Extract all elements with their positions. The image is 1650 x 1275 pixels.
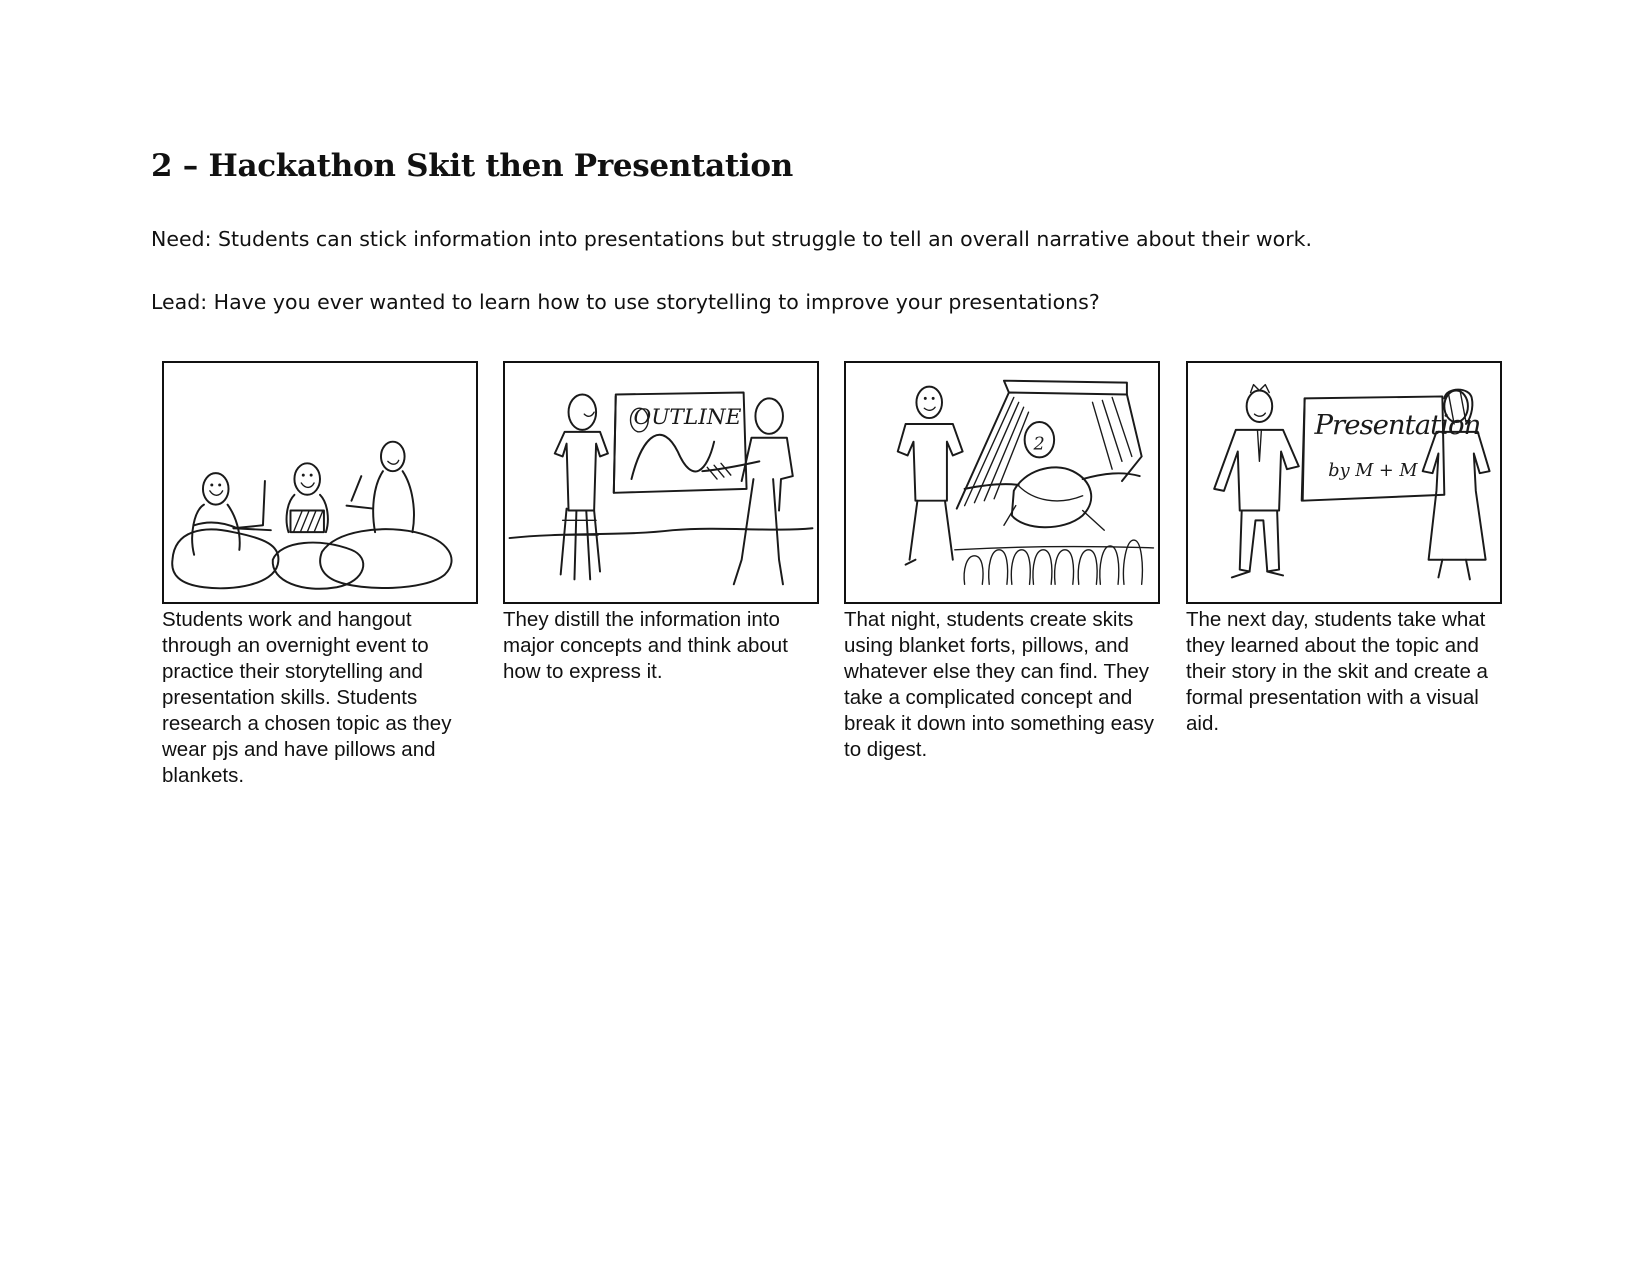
storyboard-frame-1 xyxy=(162,361,478,604)
storyboard-frame-3 xyxy=(844,361,1160,604)
frame-4-caption: The next day, students take what they learned about the topic and their story in the skit and create a formal presentation with a visual aid. xyxy=(1186,608,1488,735)
frame-3-caption: That night, students create skits using blanket forts, pillows, and whatever else they can find. They take a complicated concept and break it down into something easy to digest. xyxy=(844,608,1154,761)
fort-number-text: 2 xyxy=(1033,434,1045,455)
presentation-board-title: Presentation xyxy=(1314,408,1481,441)
storyboard-frame-2 xyxy=(503,361,819,604)
outline-board-sketch xyxy=(505,363,817,602)
outline-board-text: OUTLINE xyxy=(633,404,742,430)
frame-1-caption: Students work and hangout through an overnight event to practice their storytelling and presentation skills. Students research a chosen topic as they wear pjs and have pillows and blankets. xyxy=(162,608,452,787)
formal-presentation-sketch xyxy=(1188,363,1500,602)
frame-2-caption: They distill the information into major concepts and think about how to express it. xyxy=(503,608,788,683)
blanket-fort-skit-sketch xyxy=(846,363,1158,602)
students-laptops-sketch xyxy=(164,363,476,602)
need-statement: Need: Students can stick information into presentations but struggle to tell an overall narrative about their work. xyxy=(151,227,1313,251)
page-title: 2 – Hackathon Skit then Presentation xyxy=(151,148,794,184)
lead-question: Lead: Have you ever wanted to learn how to use storytelling to improve your presentations? xyxy=(151,290,1100,314)
presentation-board-subtitle: by M + M xyxy=(1328,461,1418,482)
storyboard-frame-4 xyxy=(1186,361,1502,604)
